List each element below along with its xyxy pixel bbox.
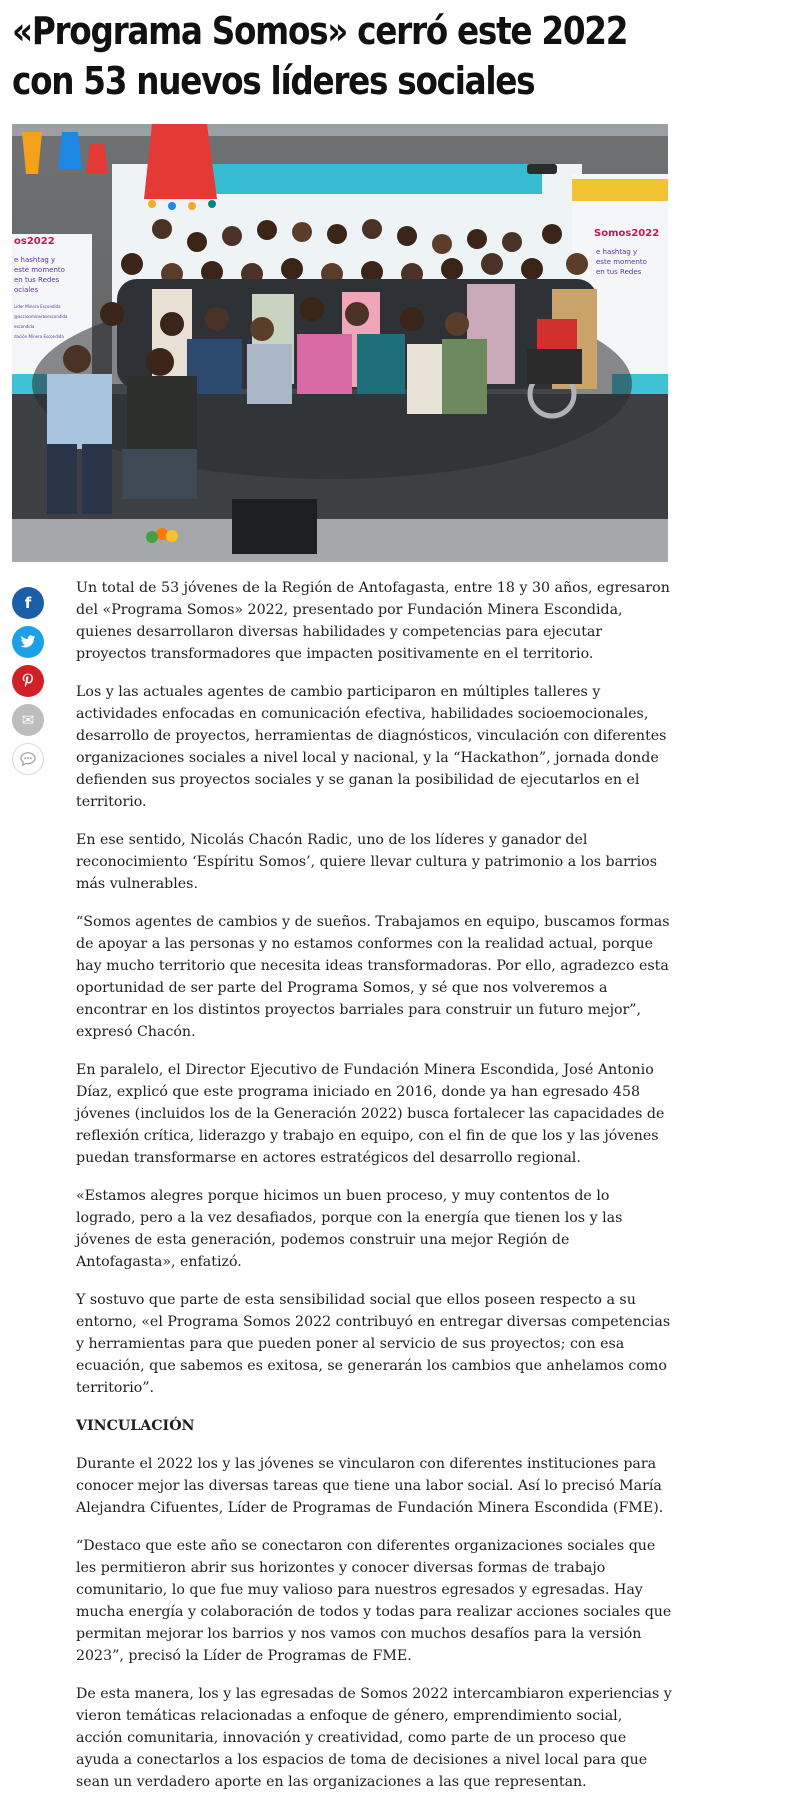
screen-right-line: e hashtag y	[596, 248, 638, 256]
group-photo-illustration	[12, 124, 668, 562]
article-headline: «Programa Somos» cerró este 2022 con 53 nuevos líderes sociales	[12, 9, 628, 103]
email-share-button[interactable]	[12, 704, 44, 736]
article-photo[interactable]	[12, 124, 668, 562]
twitter-share-button[interactable]	[12, 626, 44, 658]
screen-left-small: @accionminerasescondida	[14, 314, 68, 319]
article-paragraph: “Somos agentes de cambios y de sueños. Trabajamos en equipo, buscamos formas de apoyar a las personas y no estamos conformes con la realidad actual, porque hay mucho territorio que necesita ideas transformadoras. Por ello, agradezco esta oportunidad de ser parte del Programa Somos, y sé que nos volveremos a encontrar en los distintos proyectos barriales para construir un futuro mejor”, expresó Chacón.	[76, 914, 670, 1040]
article-paragraph: «Estamos alegres porque hicimos un buen proceso, y muy contentos de lo logrado, pero a la vez desafiados, porque con la energía que tienen los y las jóvenes de esta generación, podemos construir una mejor Región de Antofagasta», enfatizó.	[76, 1188, 623, 1270]
screen-right-line: en tus Redes	[596, 268, 642, 276]
article-paragraph: Y sostuvo que parte de esta sensibilidad social que ellos poseen respecto a su entorno, «el Programa Somos 2022 contribuyó en entregar diversas competencias y herramientas para que pueden poner al servicio de sus proyectos; con esa ecuación, que sabemos es exitosa, se generarán los cambios que anhelamos como territorio”.	[76, 1292, 671, 1396]
article-subheading: VINCULACIÓN	[76, 1418, 195, 1434]
screen-left-tag: os2022	[14, 236, 55, 247]
facebook-share-button[interactable]	[12, 587, 44, 619]
screen-right-line: este momento	[596, 258, 647, 266]
article-body	[76, 577, 672, 1809]
comments-button[interactable]	[12, 743, 44, 775]
screen-right-tag: Somos2022	[594, 228, 660, 239]
article-paragraph: De esta manera, los y las egresadas de Somos 2022 intercambiaron experiencias y vieron temáticas relacionadas a enfoque de género, emprendimiento social, acción comunitaria, innovación y creatividad, como parte de un proceso que ayuda a conectarlos a los espacios de toma de decisiones a nivel local para que sean un verdadero aporte en las organizaciones a las que representan.	[76, 1686, 672, 1790]
pinterest-icon	[21, 673, 35, 689]
article-paragraph: Los y las actuales agentes de cambio participaron en múltiples talleres y actividades enfocadas en comunicación efectiva, habilidades socioemocionales, desarrollo de proyectos, herramientas de diagnósticos, vinculación con diferentes organizaciones sociales a nivel local y nacional, y la “Hackathon”, jornada donde defienden sus proyectos sociales y se ganan la posibilidad de ejecutarlos en el territorio.	[76, 684, 667, 810]
article-paragraph: “Destaco que este año se conectaron con diferentes organizaciones sociales que les permitieron abrir sus horizontes y conocer diversas formas de trabajo comunitario, lo que fue muy valioso para nuestros egresados y egresadas. Hay mucha energía y colaboración de todos y todas para realizar acciones sociales que permitan mejorar los barrios y nos vamos con muchos desafíos para la versión 2023”, precisó la Líder de Programas de FME.	[76, 1538, 672, 1664]
article-paragraph: Durante el 2022 los y las jóvenes se vincularon con diferentes instituciones para conocer mejor las diversas tareas que tiene una labor social. Así lo precisó María Alejandra Cifuentes, Líder de Programas de Fundación Minera Escondida (FME).	[76, 1456, 664, 1516]
screen-left-line: en tus Redes	[14, 276, 60, 284]
screen-left-small: escondida	[14, 324, 35, 329]
screen-left-line: e hashtag y	[14, 256, 56, 264]
share-bar	[12, 587, 44, 782]
facebook-icon: f	[24, 594, 32, 612]
comment-bubble-icon	[20, 752, 36, 766]
envelope-icon: ✉	[21, 711, 35, 729]
screen-left-line: este momento	[14, 266, 65, 274]
pinterest-share-button[interactable]	[12, 665, 44, 697]
article-paragraph: Un total de 53 jóvenes de la Región de Antofagasta, entre 18 y 30 años, egresaron del «Programa Somos» 2022, presentado por Fundación Minera Escondida, quienes desarrollaron diversas habilidades y competencias para ejecutar proyectos transformadores que impacten positivamente en el territorio.	[76, 580, 670, 662]
twitter-icon	[20, 635, 36, 649]
screen-left-small: dación Minera Escondida	[14, 334, 64, 339]
article-paragraph: En paralelo, el Director Ejecutivo de Fundación Minera Escondida, José Antonio Díaz, explicó que este programa iniciado en 2016, donde ya han egresado 458 jóvenes (incluidos los de la Generación 2022) busca fortalecer las capacidades de reflexión crítica, liderazgo y trabajo en equipo, con el fin de que los y las jóvenes puedan transformarse en actores estratégicos del desarrollo regional.	[76, 1062, 665, 1166]
article-paragraph: En ese sentido, Nicolás Chacón Radic, uno de los líderes y ganador del reconocimiento ‘Espíritu Somos’, quiere llevar cultura y patrimonio a los barrios más vulnerables.	[76, 832, 658, 892]
screen-left-line: ociales	[14, 286, 39, 294]
screen-left-small: Líder Minera Escondida	[14, 304, 61, 309]
